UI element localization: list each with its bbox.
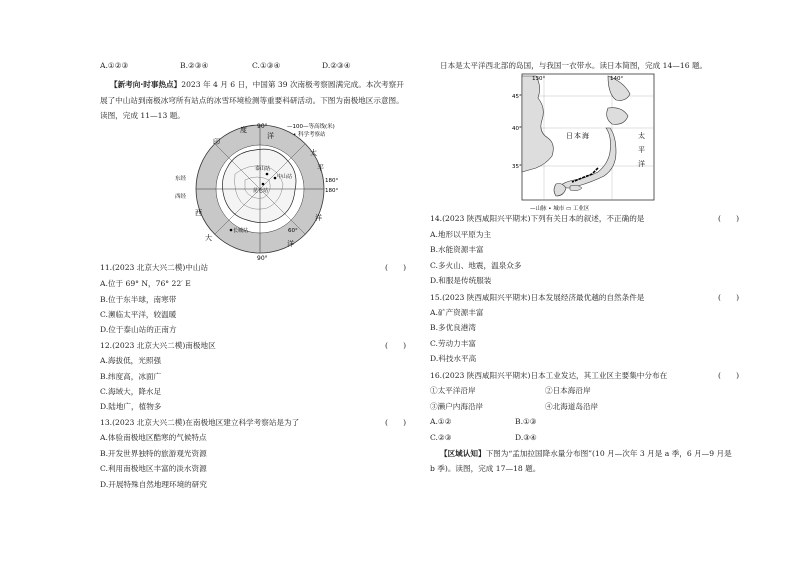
q16-item-1: ①太平洋沿岸 [430,386,476,395]
intro-tag: 【新考向·时事热点】 [110,80,182,89]
station-tbs-label: 泰山站 [255,166,271,172]
q15-option-d[interactable]: D.科技水平高 [430,354,477,363]
japan-map [512,72,658,212]
q12-stem: 12.(2023 北京大兴二模)南极地区 [100,341,216,350]
q15-option-c[interactable]: C.劳动力丰富 [430,339,476,348]
q16-item-2: ②日本海沿岸 [545,386,591,395]
q11-option-c[interactable]: C.濒临太平洋，较温暖 [100,310,177,319]
intro-line-2: 展了中山站到南极冰穹所有站点的冰雪环境检测等重要科研活动。下图为南极地区示意图。 [100,96,404,105]
q15-answer-paren[interactable]: ( ) [718,293,740,302]
legend-station: • 科学考察站 [293,132,326,138]
lon-right-label: 180° [325,178,339,184]
ping-label: 平 [317,164,324,172]
sea-hai: 海 [582,132,589,140]
q11-option-b[interactable]: B.位于东半球，南寒带 [100,295,177,304]
q11-option-a[interactable]: A.位于 69° N，76° 22′ E [100,279,191,288]
q16-option-a[interactable]: A.①② [430,417,452,426]
yin-label: 印 [213,138,220,146]
q16-option-d[interactable]: D.③④ [515,433,537,442]
q13-option-c[interactable]: C.利用南极地区丰富的淡水资源 [100,464,207,473]
japan-legend: —山脉 • 城市 ▭ 工业区 [530,206,590,212]
lon140-label: 140° [610,76,624,82]
prev-option-c: C.①③④ [252,61,281,70]
q12-option-a[interactable]: A.海拔低，光照强 [100,356,162,365]
q14-answer-paren[interactable]: ( ) [718,214,740,223]
q13-stem: 13.(2023 北京大兴二模)在南极地区建立科学考察站是为了 [100,418,300,427]
q14-option-d[interactable]: D.和服是传统服装 [430,276,492,285]
station-tbs-dot [266,173,269,176]
intro-line-3: 读图，完成 11—13 题。 [100,111,185,120]
q15-option-a[interactable]: A.矿产资源丰富 [430,308,484,317]
q12-answer-paren[interactable]: ( ) [385,341,407,350]
yang3-label: 洋 [287,240,294,248]
q12-option-b[interactable]: B.纬度高，冰面广 [100,372,162,381]
xi-label: 西 [195,209,202,217]
intro-text-1: 2023 年 4 月 6 日，中国第 39 次南极考察圆满完成。本次考察开 [181,80,404,89]
station-zs-dot [274,177,277,180]
ocean-ping: 平 [638,146,645,154]
station-zs-label: 中山站 [277,174,293,180]
q11-answer-paren[interactable]: ( ) [385,263,407,272]
q14-option-b[interactable]: B.水能资源丰富 [430,245,484,254]
prev-option-b: B.②③④ [180,61,209,70]
antarctica-map [175,120,355,260]
prev-option-d: D.②③④ [322,61,351,70]
lon-180b-label: 180° [325,188,339,194]
q16-item-4: ④北海道岛沿岸 [545,402,599,411]
q14-option-c[interactable]: C.多火山、地震，温泉众多 [430,261,522,270]
q11-option-d[interactable]: D.位于泰山站的正南方 [100,325,177,334]
q15-stem: 15.(2023 陕西咸阳兴平期末)日本发展经济最优越的自然条件是 [430,293,645,302]
ocean-tai: 太 [638,132,645,140]
du-label: 度 [240,126,247,134]
q14-stem: 14.(2023 陕西咸阳兴平期末)下列有关日本的叙述，不正确的是 [430,214,645,223]
q12-option-d[interactable]: D.陆地广，植物多 [100,402,162,411]
west-label: 西经 [175,194,187,200]
q17-text-1: 下图为“孟加拉国降水量分布图”(10 月—次年 3 月是 a 季，6 月—9 月是 [485,449,732,458]
q13-option-b[interactable]: B.开发世界独特的旅游观光资源 [100,449,207,458]
lat-60-label: 60° [288,228,298,234]
intro-line-1 [110,79,404,90]
q17-intro-line-1 [440,448,732,459]
sea-ri: 日 [566,132,573,140]
q16-option-b[interactable]: B.①③ [515,417,537,426]
prev-option-a: A.①②③ [100,61,129,70]
lon-top-label: 90° [257,123,268,130]
q17-tag: 【区域认知】 [440,449,486,458]
q13-option-a[interactable]: A.体验南极地区酷寒的气候特点 [100,433,207,442]
lat35-label: 35° [512,164,522,170]
lat40-label: 40° [512,126,522,132]
lon-bottom-label: 90° [257,255,268,260]
q16-item-3: ③濑户内海沿岸 [430,402,484,411]
q14-option-a[interactable]: A.地形以平原为主 [430,230,492,239]
station-ks-dot [262,183,265,186]
lat45-label: 45° [512,94,522,100]
q17-intro-line-2: b 季)。读图，完成 17—18 题。 [430,464,541,473]
station-ks-label: 昆仑站 [253,188,269,194]
q12-option-c[interactable]: C.海域大，降水足 [100,387,162,396]
q15-option-b[interactable]: B.多优良港湾 [430,323,476,332]
station-cc-label: 长城站 [233,228,249,234]
tai-label: 太 [310,149,317,157]
right-intro: 日本是太平洋西北部的岛国，与我国一衣带水。读日本简图，完成 14—16 题。 [440,61,708,70]
yang2-label: 洋 [267,132,274,140]
sea-ben: 本 [574,132,581,140]
legend-contour: —100—等高线(米) [287,124,335,130]
station-cc-dot [230,229,233,232]
q11-stem: 11.(2023 北京大兴二模)中山站 [100,263,209,272]
ocean-yang: 洋 [638,160,645,168]
q13-option-d[interactable]: D.开展特殊自然地理环境的研究 [100,480,207,489]
q13-answer-paren[interactable]: ( ) [385,418,407,427]
q16-option-c[interactable]: C.②③ [430,433,452,442]
q16-answer-paren[interactable]: ( ) [718,371,740,380]
yang1-label: 洋 [315,214,322,222]
da-label: 大 [205,234,212,242]
east-label: 东经 [175,176,187,182]
lon130-label: 130° [532,76,546,82]
q16-stem: 16.(2023 陕西咸阳兴平期末)日本工业发达，其工业区主要集中分布在 [430,371,668,380]
